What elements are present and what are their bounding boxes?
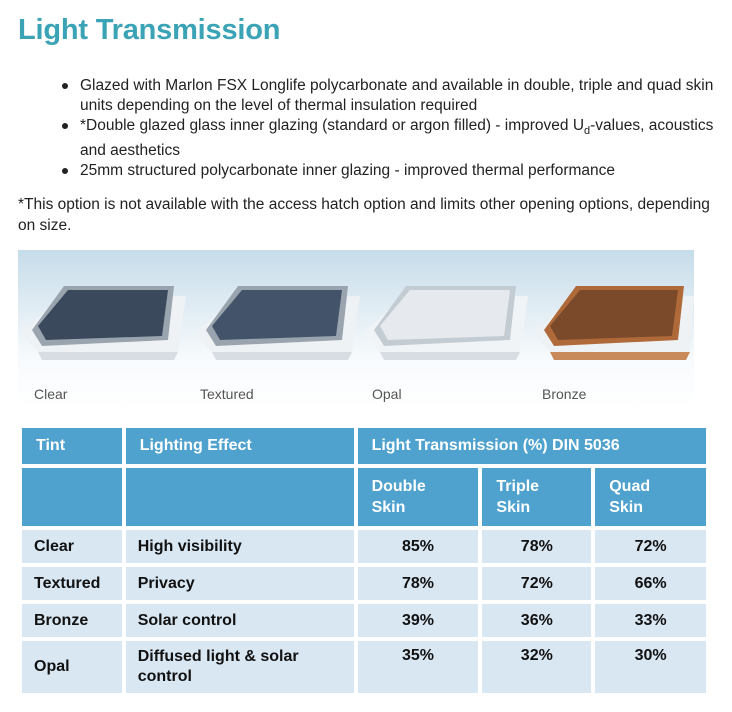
subscript-text: d: [584, 125, 591, 138]
bullet-icon: [62, 83, 68, 89]
triple-skin-value: 78%: [482, 530, 591, 563]
triple-skin-value: 72%: [482, 567, 591, 600]
quad-skin-value: 30%: [595, 641, 706, 693]
double-skin-value: 78%: [358, 567, 479, 600]
feature-list: [60, 76, 720, 181]
light-transmission-table: [18, 424, 710, 697]
table-row: [22, 567, 706, 600]
quad-skin-value: 33%: [595, 604, 706, 637]
header-blank: [22, 468, 122, 526]
table-row: [22, 530, 706, 563]
double-skin-value: 35%: [358, 641, 479, 693]
feature-text: Glazed with Marlon FSX Longlife polycarbonate and available in double, triple and quad skin units depending on the level of thermal insulation required: [80, 77, 714, 114]
header-blank: [126, 468, 354, 526]
header-line: Skin: [609, 499, 644, 516]
rooflight-opal-image: [364, 286, 528, 360]
feature-text: 25mm structured polycarbonate inner glazing - improved thermal performance: [80, 162, 615, 180]
header-double-skin: [358, 468, 479, 526]
header-line: Skin: [496, 499, 531, 516]
header-line: Double: [371, 478, 426, 495]
feature-text: *Double glazed glass inner glazing (standard or argon filled) - improved U: [80, 117, 585, 134]
list-item: [60, 161, 720, 181]
rooflight-illustrations: [18, 250, 694, 410]
double-skin-value: 39%: [358, 604, 479, 637]
quad-skin-value: 66%: [595, 567, 706, 600]
header-line: Skin: [371, 499, 406, 516]
effect-cell: Solar control: [126, 604, 354, 637]
feature-text: -values, acoustics and aesthetics: [80, 117, 714, 160]
bullet-icon: [62, 123, 68, 129]
header-line: Triple: [496, 478, 540, 495]
tint-cell: Clear: [22, 530, 122, 563]
list-item: [60, 76, 720, 116]
bullet-icon: [62, 168, 68, 174]
header-quad-skin: [595, 468, 706, 526]
header-triple-skin: [482, 468, 591, 526]
effect-line: control: [137, 668, 192, 685]
quad-skin-value: 72%: [595, 530, 706, 563]
effect-cell: High visibility: [126, 530, 354, 563]
header-lighting-effect: Lighting Effect: [126, 428, 354, 464]
rooflight-label: Bronze: [542, 386, 587, 402]
header-line: Quad: [609, 478, 651, 495]
triple-skin-value: 36%: [482, 604, 591, 637]
header-tint: Tint: [22, 428, 122, 464]
rooflight-bronze-image: [534, 286, 694, 360]
effect-cell: [126, 641, 354, 693]
rooflight-label: Clear: [34, 386, 68, 402]
tint-cell: Textured: [22, 567, 122, 600]
tint-cell: Opal: [22, 641, 122, 693]
rooflight-label: Opal: [372, 386, 402, 402]
page-title: Light Transmission: [18, 14, 281, 46]
rooflight-label: Textured: [200, 386, 254, 402]
list-item: [60, 116, 720, 161]
rooflight-clear-image: [22, 286, 186, 360]
double-skin-value: 85%: [358, 530, 479, 563]
rooflight-textured-image: [196, 286, 360, 360]
rooflight-photo-strip: [18, 250, 694, 410]
availability-note: *This option is not available with the access hatch option and limits other opening options, depending on size.: [18, 196, 710, 234]
table-row: [22, 604, 706, 637]
table-row: [22, 641, 706, 693]
header-light-transmission: Light Transmission (%) DIN 5036: [358, 428, 706, 464]
tint-cell: Bronze: [22, 604, 122, 637]
triple-skin-value: 32%: [482, 641, 591, 693]
effect-line: Diffused light & solar: [137, 648, 299, 665]
effect-cell: Privacy: [126, 567, 354, 600]
